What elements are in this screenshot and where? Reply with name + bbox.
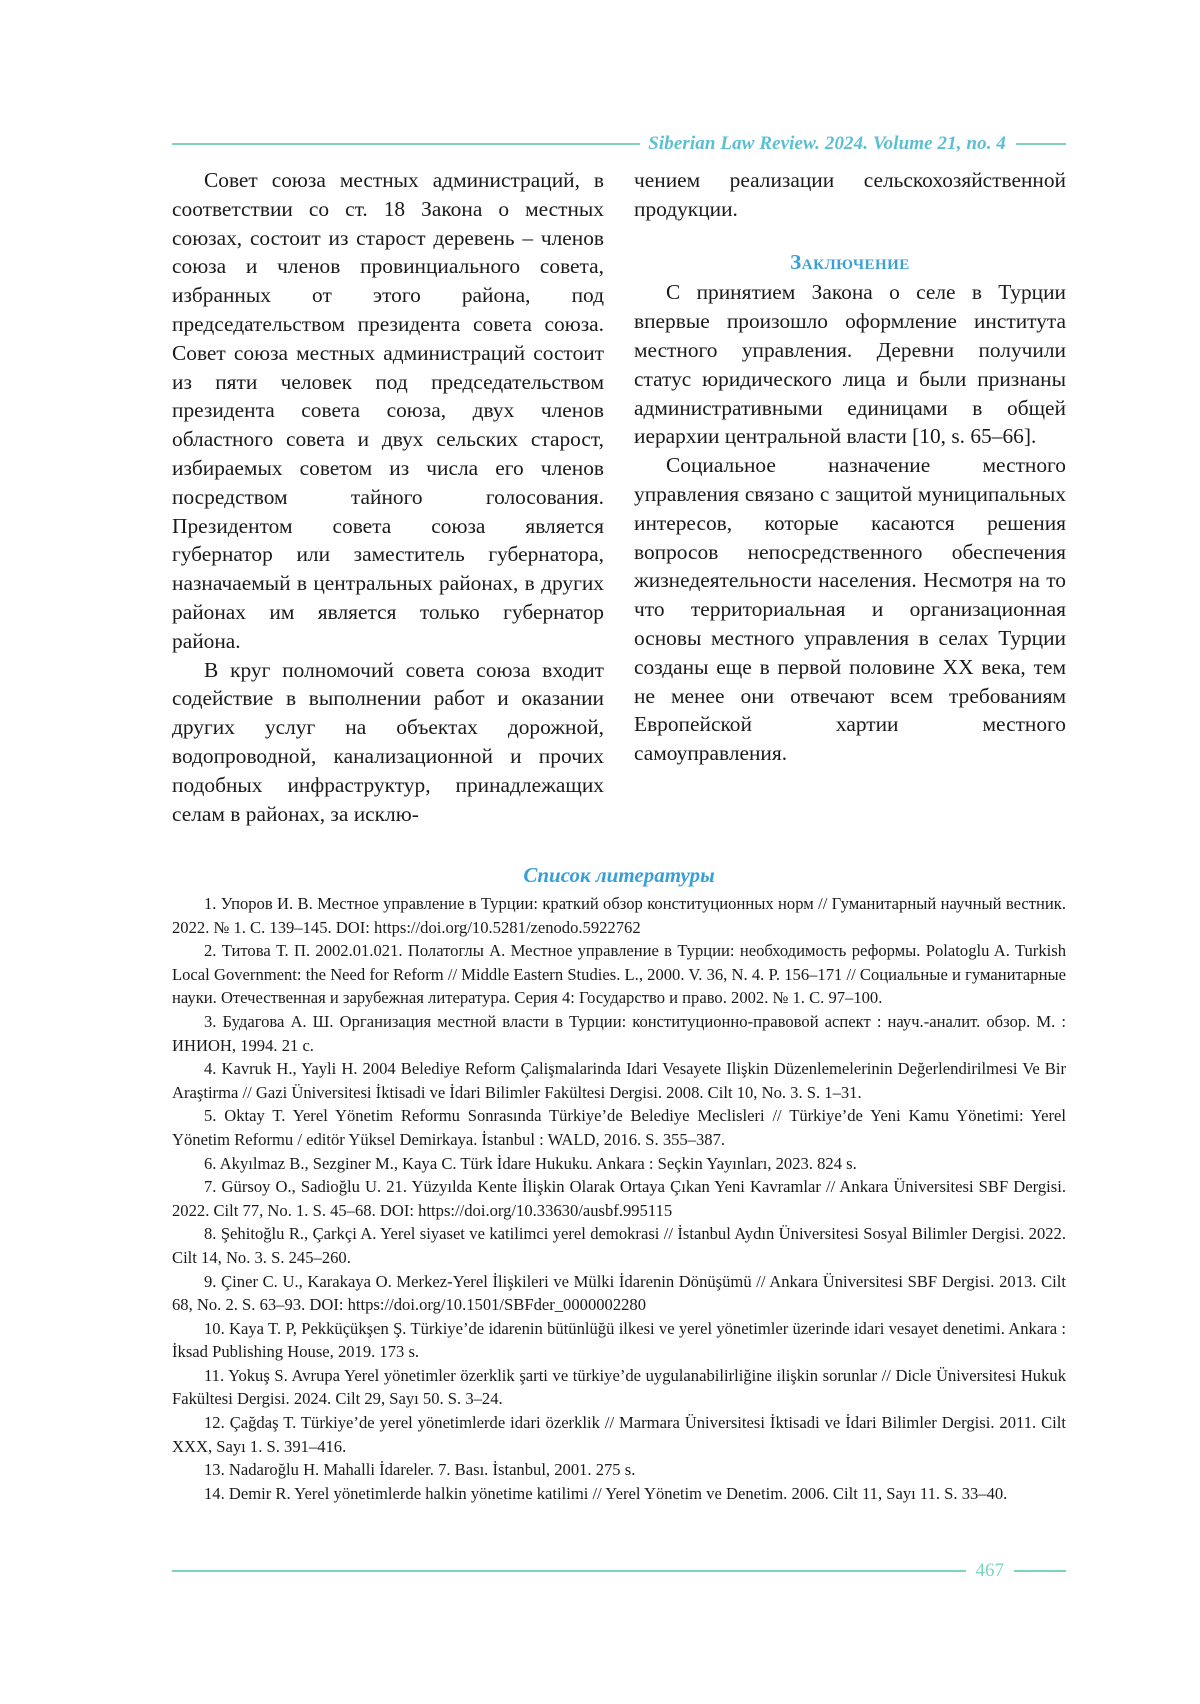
journal-title: Siberian Law Review. 2024. Volume 21, no. 4 [648,133,1006,154]
body-paragraph: В круг полномочий совета союза входит содействие в выполнении работ и оказании других услуг на объектах дорожной, водопроводной, канализационной и прочих подобных инфраструктур, принадлежащих селам в районах, за исклю- [172,657,604,826]
body-paragraph: Социальное назначение местного управления связано с защитой муниципальных интересов, которые касаются решения вопросов непосредственного обеспечения жизнедеятельности населения. Несмотря на то что территориальная и организационная основы местного управления в селах Турции созданы еще в первой половине XX века, тем не менее они отвечают всем требованиям Европейской хартии местного самоуправления. [634,453,1066,766]
reference-item: 13. Nadaroğlu H. Mahalli İdareler. 7. Bası. İstanbul, 2001. 275 s. [204,1460,636,1480]
header-rule-right [1016,143,1066,145]
body-paragraph-continuation: чением реализации сельскохозяйственной продукции. [634,168,1066,221]
reference-item: 4. Kavruk H., Yayli H. 2004 Belediye Reform Çalişmalarinda Idari Vesayete Ilişkin Düzenlemelerinin Değerlendirilmesi Ve Bir Araştirma // Gazi Üniversitesi İktisadi ve İdari Bilimler Fakültesi Dergisi. 2008. Cilt 10, No. 3. S. 1–31. [172,1059,1066,1102]
reference-item: 14. Demir R. Yerel yönetimlerde halkin yönetime katilimi // Yerel Yönetim ve Denetim. 2006. Cilt 11, Sayı 11. S. 33–40. [204,1483,1008,1503]
right-column [634,166,1066,768]
reference-item: 1. Упоров И. В. Местное управление в Турции: краткий обзор конституционных норм // Гуманитарный научный вестник. 2022. № 1. С. 139–145. DOI: https://doi.org/10.5281/zenodo.5922762 [172,894,1066,937]
reference-item: 5. Oktay T. Yerel Yönetim Reformu Sonrasında Türkiye’de Belediye Meclisleri // Türkiye’de Yeni Kamu Yönetimi: Yerel Yönetim Reformu / editör Yüksel Demirkaya. İstanbul : WALD, 2016. S. 355–387. [172,1106,1066,1149]
reference-item: 8. Şehitoğlu R., Çarkçi A. Yerel siyaset ve katilimci yerel demokrasi // İstanbul Aydın Üniversitesi Sosyal Bilimler Dergisi. 2022. Cilt 14, No. 3. S. 245–260. [172,1224,1066,1267]
body-paragraph: С принятием Закона о селе в Турции впервые произошло оформление института местного управления. Деревни получили статус юридического лица и были признаны административными единицами в общей иерархии центральной власти [10, s. 65–66]. [634,280,1066,449]
footer-rule-left [172,1570,966,1572]
page-footer [172,1558,1066,1584]
body-paragraph: Совет союза местных администраций, в соответствии со ст. 18 Закона о местных союзах, состоит из старост деревень – членов союза и членов провинциального совета, избранных от этого района, под председательством президента совета союза. Совет союза местных администраций состоит из пяти человек под председательством президента совета союза, двух членов областного совета и двух сельских старост, избираемых советом из числа его членов посредством тайного голосования. Президентом совета союза является губернатор или заместитель губернатора, назначаемый в центральных районах, в других районах им является только губернатор района. [172,168,604,653]
reference-item: 9. Çiner C. U., Karakaya O. Merkez-Yerel İlişkileri ve Mülki İdarenin Dönüşümü // Ankara Üniversitesi SBF Dergisi. 2013. Cilt 68, No. 2. S. 63–93. DOI: https://doi.org/10.1501/SBFder_0000002280 [172,1271,1066,1315]
header-rule-left [172,143,640,145]
references-title: Список литературы [523,863,715,887]
body-columns [172,166,1066,826]
reference-item: 10. Kaya T. P, Pekküçükşen Ş. Türkiye’de idarenin bütünlüğü ilkesi ve yerel yönetimler üzerinde idari vesayet denetimi. Ankara : İksad Publishing House, 2019. 173 s. [172,1318,1066,1362]
reference-item: 3. Будагова А. Ш. Организация местной власти в Турции: конституционно-правовой аспект : науч.-аналит. обзор. М. : ИНИОН, 1994. 21 с. [172,1011,1066,1055]
reference-item: 6. Akyılmaz B., Sezginer M., Kaya C. Türk İdare Hukuku. Ankara : Seçkin Yayınları, 2023. 824 s. [204,1153,857,1173]
reference-item: 11. Yokuş S. Avrupa Yerel yönetimler özerklik şarti ve türkiye’de uygulanabilirliğine ilişkin sorunlar // Dicle Üniversitesi Hukuk Fakültesi Dergisi. 2024. Cilt 29, Sayı 50. S. 3–24. [172,1365,1066,1409]
reference-item: 12. Çağdaş T. Türkiye’de yerel yönetimlerde idari özerklik // Marmara Üniversitesi İktisadi ve İdari Bilimler Dergisi. 2011. Cilt XXX, Sayı 1. S. 391–416. [172,1413,1066,1456]
reference-item: 2. Титова Т. П. 2002.01.021. Полатоглы А. Местное управление в Турции: необходимость реформы. Polatoglu A. Turkish Local Government: the Need for Reform // Middle Eastern Studies. L., 2000. V. 36, N. 4. P. 156–171 // Социальные и гуманитарные науки. Отечественная и зарубежная литература. Серия 4: Государство и право. 2002. № 1. С. 97–100. [172,941,1066,1008]
page-number: 467 [975,1560,1004,1581]
reference-item: 7. Gürsoy O., Sadioğlu U. 21. Yüzyılda Kente İlişkin Olarak Ortaya Çıkan Yeni Kavramlar // Ankara Üniversitesi SBF Dergisi. 2022. Cilt 77, No. 1. S. 45–68. DOI: https://doi.org/10.33630/ausbf.995115 [172,1177,1066,1220]
footer-rule-right [1014,1570,1066,1572]
left-column [172,166,604,828]
conclusion-heading: Заключение [790,249,910,274]
running-header [172,131,1066,157]
references-list [172,892,1066,1505]
